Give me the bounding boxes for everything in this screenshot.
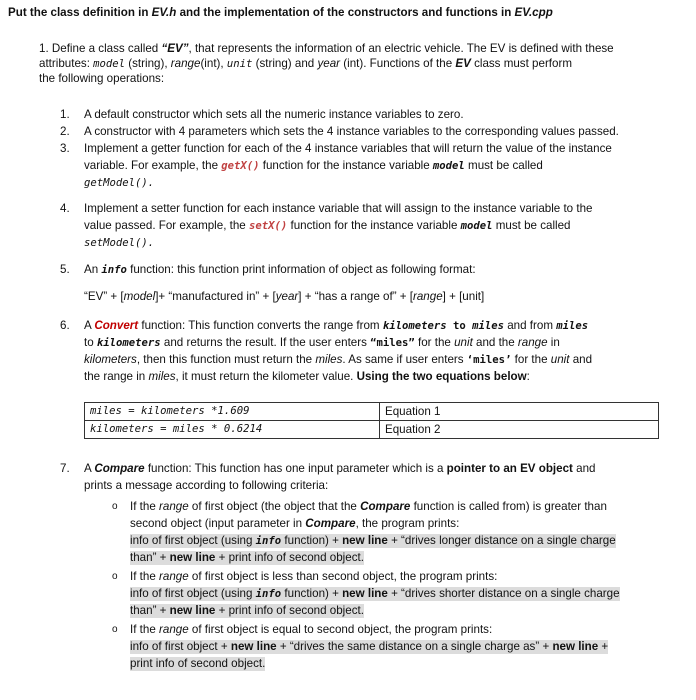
item-7-line-2: prints a message according to following criteria: xyxy=(84,479,329,492)
item-3-line-3: getModel(). xyxy=(84,177,155,189)
item-number-3: 3. xyxy=(60,142,70,155)
equation-1-formula: miles = kilometers *1.609 xyxy=(85,403,380,421)
criterion-1-line-3: info of first object (using info function) + new line + “drives longer distance on a single charge xyxy=(130,534,616,547)
item-5-format: “EV” + [model]+ “manufactured in” + [year] + “has a range of” + [range] + [unit] xyxy=(84,290,485,303)
bullet-3-icon: o xyxy=(112,624,118,635)
item-number-1: 1. xyxy=(60,108,70,121)
page-title: Put the class definition in EV.h and the implementation of the constructors and functions in EV.cpp xyxy=(8,6,553,19)
item-number-2: 2. xyxy=(60,125,70,138)
criterion-1-line-2: second object (input parameter in Compare, the program prints: xyxy=(130,517,460,530)
item-5-line-1: An info function: this function print information of object as following format: xyxy=(84,263,476,276)
equation-2-label: Equation 2 xyxy=(380,421,659,439)
criterion-2-line-2: info of first object (using info function) + new line + “drives shorter distance on a single charge xyxy=(130,587,620,600)
criterion-3-line-3: print info of second object. xyxy=(130,657,266,670)
item-number-4: 4. xyxy=(60,202,70,215)
criterion-1-line-1: If the range of first object (the object that the Compare function is called from) is greater than xyxy=(130,500,607,513)
item-number-7: 7. xyxy=(60,462,70,475)
item-4-line-1: Implement a setter function for each instance variable that will assign to the instance variable to the xyxy=(84,202,593,215)
equations-table xyxy=(84,402,659,439)
criterion-3-line-2: info of first object + new line + “drives the same distance on a single charge as” + new line + xyxy=(130,640,609,653)
equation-1-label: Equation 1 xyxy=(380,403,659,421)
table-row xyxy=(85,403,659,421)
item-3-line-2: variable. For example, the getX() function for the instance variable model must be called xyxy=(84,159,543,172)
intro-line-1: 1. Define a class called “EV”, that represents the information of an electric vehicle. The EV is defined with these xyxy=(39,42,614,55)
item-3-line-1: Implement a getter function for each of the 4 instance variables that will return the value of the instance xyxy=(84,142,612,155)
item-4-line-3: setModel(). xyxy=(84,237,155,249)
criterion-2-line-1: If the range of first object is less than second object, the program prints: xyxy=(130,570,498,583)
bullet-1-icon: o xyxy=(112,501,118,512)
item-number-5: 5. xyxy=(60,263,70,276)
criterion-1-line-4: than” + new line + print info of second object. xyxy=(130,551,364,564)
item-2-text: A constructor with 4 parameters which sets the 4 instance variables to the corresponding values passed. xyxy=(84,125,619,138)
item-4-line-2: value passed. For example, the setX() function for the instance variable model must be called xyxy=(84,219,571,232)
intro-line-2: attributes: model (string), range(int), unit (string) and year (int). Functions of the EV class must perform xyxy=(39,57,572,70)
item-6-line-1: A Convert function: This function converts the range from kilometers to miles and from miles xyxy=(84,319,589,332)
table-row xyxy=(85,421,659,439)
item-6-line-3: kilometers, then this function must return the miles. As same if user enters ‘miles’ for the unit and xyxy=(84,353,593,366)
item-7-line-1: A Compare function: This function has one input parameter which is a pointer to an EV object and xyxy=(84,462,596,475)
item-6-line-4: the range in miles, it must return the kilometer value. Using the two equations below: xyxy=(84,370,530,383)
bullet-2-icon: o xyxy=(112,571,118,582)
criterion-2-line-3: than” + new line + print info of second object. xyxy=(130,604,364,617)
item-6-line-2: to kilometers and returns the result. If the user enters “miles” for the unit and the range in xyxy=(84,336,560,349)
equation-2-formula: kilometers = miles * 0.6214 xyxy=(85,421,380,439)
item-number-6: 6. xyxy=(60,319,70,332)
item-1-text: A default constructor which sets all the numeric instance variables to zero. xyxy=(84,108,464,121)
intro-line-3: the following operations: xyxy=(39,72,165,85)
criterion-3-line-1: If the range of first object is equal to second object, the program prints: xyxy=(130,623,493,636)
